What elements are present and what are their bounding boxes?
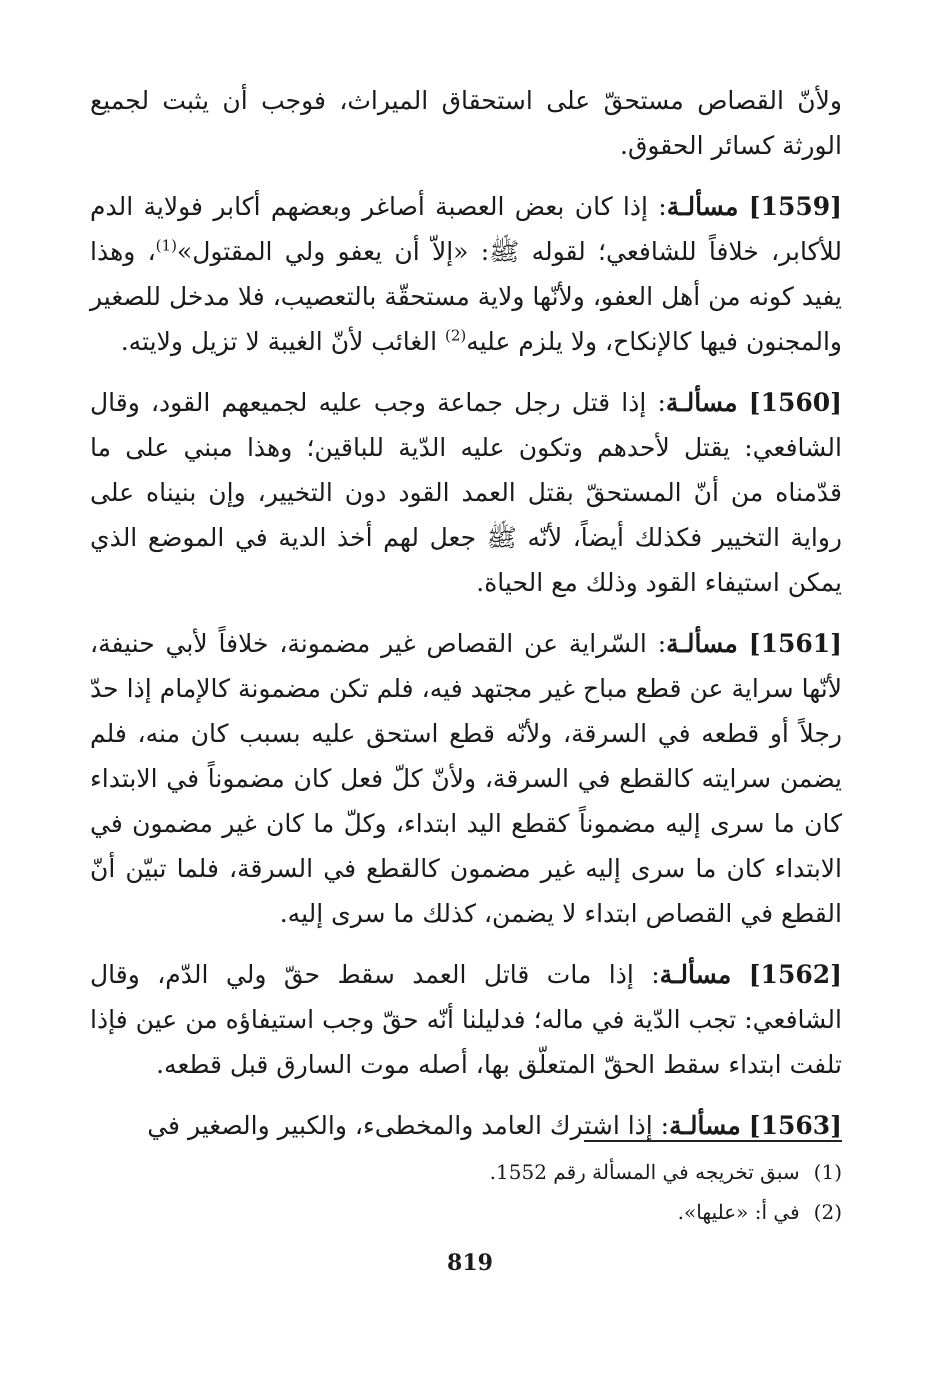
paragraph-1561 bbox=[90, 621, 842, 936]
issue-keyword: مسألـة bbox=[669, 1111, 741, 1140]
footnote-item bbox=[90, 1152, 842, 1192]
issue-number: [1561] bbox=[748, 629, 843, 658]
paragraph-text: : إذا كان بعض العصبة أصاغر وبعضهم أكابر فولاية الدم للأكابر، خلافاً للشافعي؛ لقوله ﷺ: «إلاّ أن يعفو ولي المقتول» bbox=[90, 192, 842, 266]
footnote-ref[interactable]: (2) bbox=[444, 326, 467, 345]
footnote-mark: (2) bbox=[813, 1200, 842, 1224]
issue-number: [1559] bbox=[748, 192, 842, 221]
paragraph-text: : السّراية عن القصاص غير مضمونة، خلافاً لأبي حنيفة، لأنّها سراية عن قطع مباح غير مجتهد فيه، فلم تكن مضمونة كالإمام إذا حدّ رجلاً أو قطعه في السرقة، ولأنّه قطع استحق عليه بسبب كان منه، فلم يضمن سرايته كالقطع في السرقة، ولأنّ كلّ فعل كان مضموناً في الابتداء كان ما سرى إليه مضموناً كقطع اليد ابتداء، وكلّ ما كان غير مضمون في الابتداء كان ما سرى إليه غير مضمون كالقطع في السرقة، فلما تبيّن أنّ القطع في القصاص ابتداء لا يضمن، كذلك ما سرى إليه. bbox=[90, 629, 842, 928]
footnote-mark: (1) bbox=[813, 1160, 842, 1184]
issue-keyword: مسألـة bbox=[666, 192, 739, 221]
issue-number: [1563] bbox=[748, 1111, 842, 1140]
paragraph-1562 bbox=[90, 952, 842, 1087]
issue-keyword: مسألـة bbox=[659, 960, 732, 989]
paragraph-text: الغائب لأنّ الغيبة لا تزيل ولايته. bbox=[120, 327, 445, 356]
paragraph-text: : إذا مات قاتل العمد سقط حقّ ولي الدّم، وقال الشافعي: تجب الدّية في ماله؛ فدليلنا أنّه حقّ وجب استيفاؤه من عين فإذا تلفت ابتداء سقط الحقّ المتعلّق بها، أصله موت السارق قبل قطعه. bbox=[90, 960, 842, 1079]
paragraph-1559 bbox=[90, 184, 842, 364]
issue-keyword: مسألـة bbox=[665, 388, 738, 417]
paragraph-1560 bbox=[90, 380, 842, 605]
issue-number: [1560] bbox=[748, 388, 842, 417]
page-body bbox=[90, 78, 842, 1164]
paragraph-text: ولأنّ القصاص مستحقّ على استحقاق الميراث، فوجب أن يثبت لجميع الورثة كسائر الحقوق. bbox=[90, 86, 842, 160]
footnote-text: سبق تخريجه في المسألة رقم 1552. bbox=[489, 1160, 800, 1184]
issue-number: [1562] bbox=[748, 960, 842, 989]
footnote-item bbox=[90, 1192, 842, 1232]
page-number: 819 bbox=[447, 1250, 493, 1276]
paragraph-intro bbox=[90, 78, 842, 168]
paragraph-text: : إذا قتل رجل جماعة وجب عليه لجميعهم القود، وقال الشافعي: يقتل لأحدهم وتكون عليه الدّية للباقين؛ وهذا مبني على ما قدّمناه من أنّ المستحقّ بقتل العمد القود دون التخيير، وإن بنيناه على رواية التخيير فكذلك أيضاً، لأنّه ﷺ جعل لهم أخذ الدية في الموضع الذي يمكن استيفاء القود وذلك مع الحياة. bbox=[90, 388, 842, 597]
issue-keyword: مسألـة bbox=[666, 629, 738, 658]
paragraph-text: ، وهذا يفيد كونه من أهل العفو، ولأنّها ولاية مستحقّة بالتعصيب، فلا مدخل للصغير والمجنون فيها كالإنكاح، ولا يلزم عليه bbox=[90, 237, 842, 356]
footnote-ref[interactable]: (1) bbox=[155, 236, 177, 255]
paragraph-text: : إذا اشترك العامد والمخطىء، والكبير والصغير في bbox=[147, 1111, 670, 1140]
footnotes bbox=[90, 1152, 842, 1232]
footnote-text: في أ: «عليها». bbox=[677, 1200, 800, 1224]
footnote-divider bbox=[584, 1140, 842, 1142]
